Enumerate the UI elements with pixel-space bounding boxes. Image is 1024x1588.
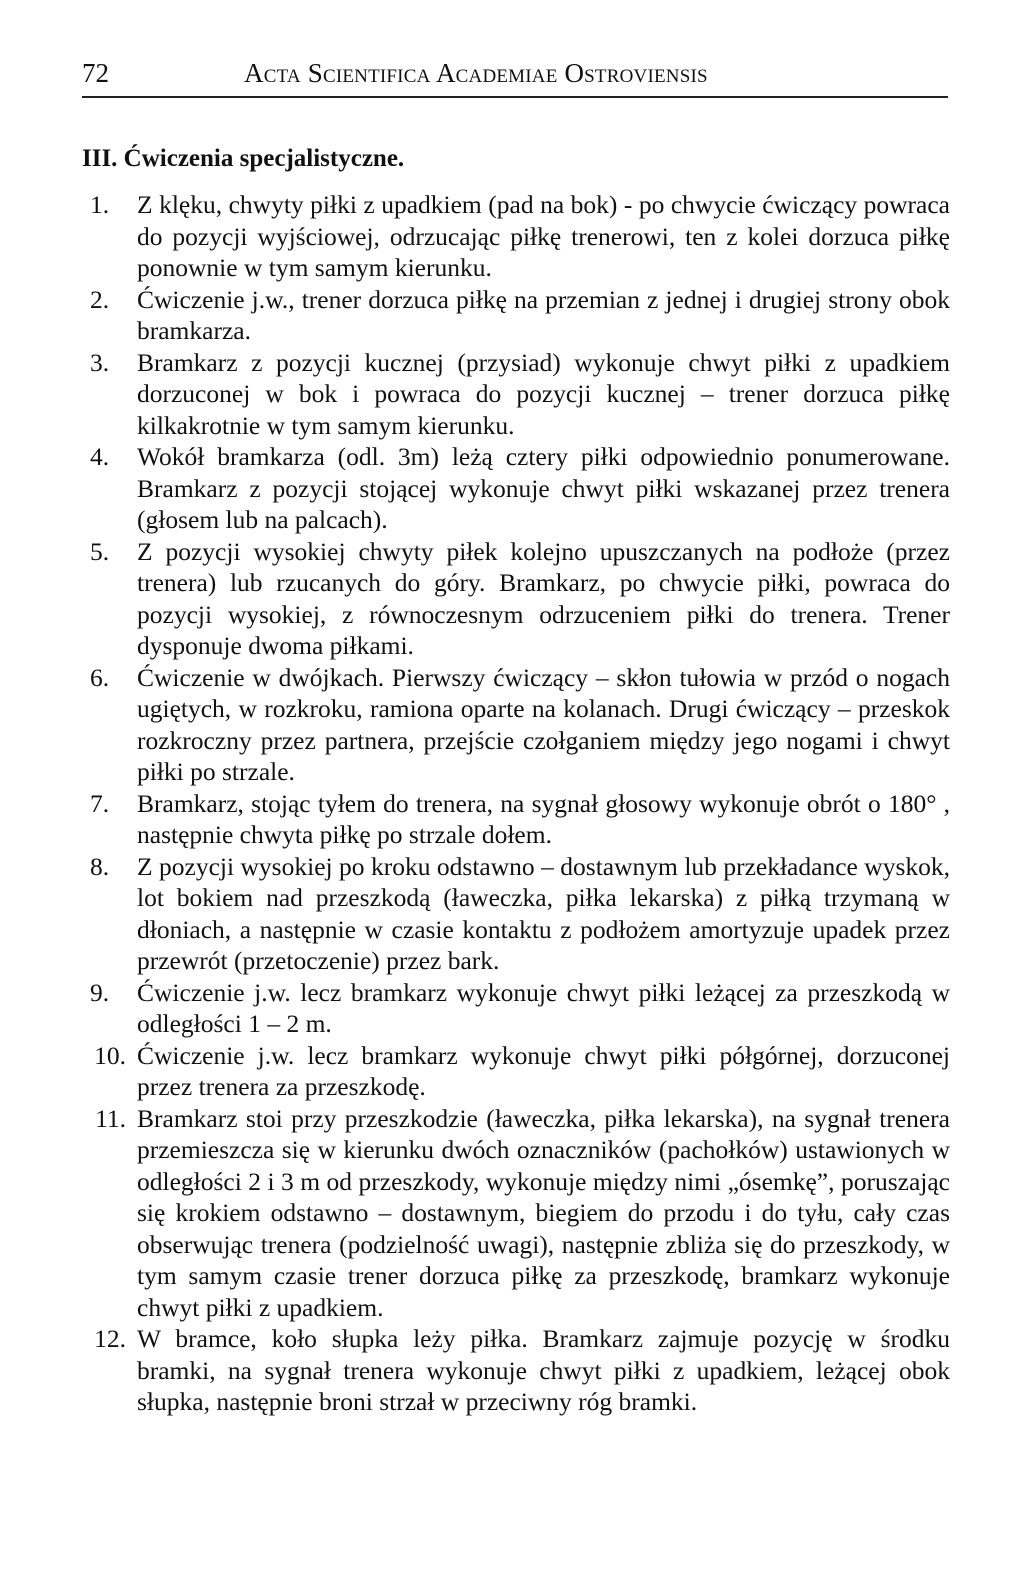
item-number: 1. (90, 190, 110, 219)
item-text: Wokół bramkarza (odl. 3m) leżą cztery piłki odpowiednio ponumerowane. Bramkarz z pozycji stojącej wykonuje chwyt piłki wskazanej przez trenera (głosem lub na palcach). (137, 442, 950, 534)
item-number: 6. (90, 662, 110, 692)
exercise-item-3 (82, 347, 950, 442)
item-text: Bramkarz, stojąc tyłem do trenera, na sygnał głosowy wykonuje obrót o 180° , następnie chwyta piłkę po strzale dołem. (137, 788, 950, 849)
journal-title: Acta Scientifica Academiae Ostroviensis (244, 58, 708, 88)
item-text: Z pozycji wysokiej chwyty piłek kolejno upuszczanych na podłoże (przez trenera) lub rzucanych do góry. Bramkarz, po chwycie piłki, powraca do pozycji wysokiej, z równoczesnym odrzuceniem piłki do trenera. Trener dysponuje dwoma piłkami. (137, 536, 950, 660)
item-number: 5. (90, 536, 110, 566)
page-header (82, 56, 948, 98)
exercise-list (82, 189, 950, 1418)
page-number: 72 (82, 58, 109, 88)
section-heading: III. Ćwiczenia specjalistyczne. (82, 145, 405, 172)
item-text: W bramce, koło słupka leży piłka. Bramkarz zajmuje pozycję w środku bramki, na sygnał trenera wykonuje chwyt piłki z upadkiem, leżącej obok słupka, następnie broni strzał w przeciwny róg bramki. (137, 1324, 950, 1416)
item-number: 3. (90, 347, 110, 377)
item-text: Z pozycji wysokiej po kroku odstawno – dostawnym lub przekładance wyskok, lot bokiem nad przeszkodą (ławeczka, piłka lekarska) z piłką trzymaną w dłoniach, a następnie w czasie kontaktu z podłożem amortyzuje upadek przez przewrót (przetoczenie) przez bark. (137, 851, 950, 975)
item-text: Bramkarz z pozycji kucznej (przysiad) wykonuje chwyt piłki z upadkiem dorzuconej w bok i powraca do pozycji kucznej – trener dorzuca piłkę kilkakrotnie w tym samym kierunku. (137, 347, 950, 440)
item-text: Ćwiczenie j.w. lecz bramkarz wykonuje chwyt piłki półgórnej, dorzuconej przez trenera za przeszkodę. (137, 1040, 950, 1101)
exercise-item-8 (82, 851, 950, 977)
exercise-item-6 (82, 662, 950, 788)
item-number: 4. (90, 442, 110, 471)
item-number: 12. (94, 1324, 126, 1353)
item-number: 7. (90, 788, 110, 818)
item-number: 10. (94, 1040, 126, 1070)
exercise-item-9 (82, 977, 950, 1040)
exercise-item-10 (82, 1040, 950, 1103)
item-text: Bramkarz stoi przy przeszkodzie (ławeczka, piłka lekarska), na sygnał trenera przemieszcza się w kierunku dwóch oznaczników (pachołków) ustawionych w odległości 2 i 3 m od przeszkody, wykonuje między nimi „ósemkę”, poruszając się krokiem odstawno – dostawnym, biegiem do przodu i do tyłu, cały czas obserwując trenera (podzielność uwagi), następnie zbliża się do przeszkody, w tym samym czasie trener dorzuca piłkę za przeszkodę, bramkarz wykonuje chwyt piłki z upadkiem. (137, 1103, 950, 1322)
exercise-item-11 (82, 1103, 950, 1324)
exercise-item-5 (82, 536, 950, 662)
item-text: Ćwiczenie j.w., trener dorzuca piłkę na przemian z jednej i drugiej strony obok bramkarza. (137, 284, 950, 345)
item-number: 8. (90, 851, 110, 881)
exercise-item-7 (82, 788, 950, 851)
exercise-item-12 (82, 1323, 950, 1418)
exercise-item-1 (82, 189, 950, 284)
exercise-item-2 (82, 284, 950, 347)
item-text: Z klęku, chwyty piłki z upadkiem (pad na bok) - po chwycie ćwiczący powraca do pozycji wyjściowej, odrzucając piłkę trenerowi, ten z kolei dorzuca piłkę ponownie w tym samym kierunku. (137, 190, 950, 282)
exercise-item-4 (82, 441, 950, 536)
item-number: 9. (90, 977, 110, 1007)
item-number: 11. (95, 1103, 126, 1133)
item-number: 2. (90, 284, 110, 314)
item-text: Ćwiczenie w dwójkach. Pierwszy ćwiczący – skłon tułowia w przód o nogach ugiętych, w rozkroku, ramiona oparte na kolanach. Drugi ćwiczący – przeskok rozkroczny przez partnera, przejście czołganiem między jego nogami i chwyt piłki po strzale. (137, 662, 950, 786)
item-text: Ćwiczenie j.w. lecz bramkarz wykonuje chwyt piłki leżącej za przeszkodą w odległości 1 – 2 m. (137, 977, 950, 1038)
